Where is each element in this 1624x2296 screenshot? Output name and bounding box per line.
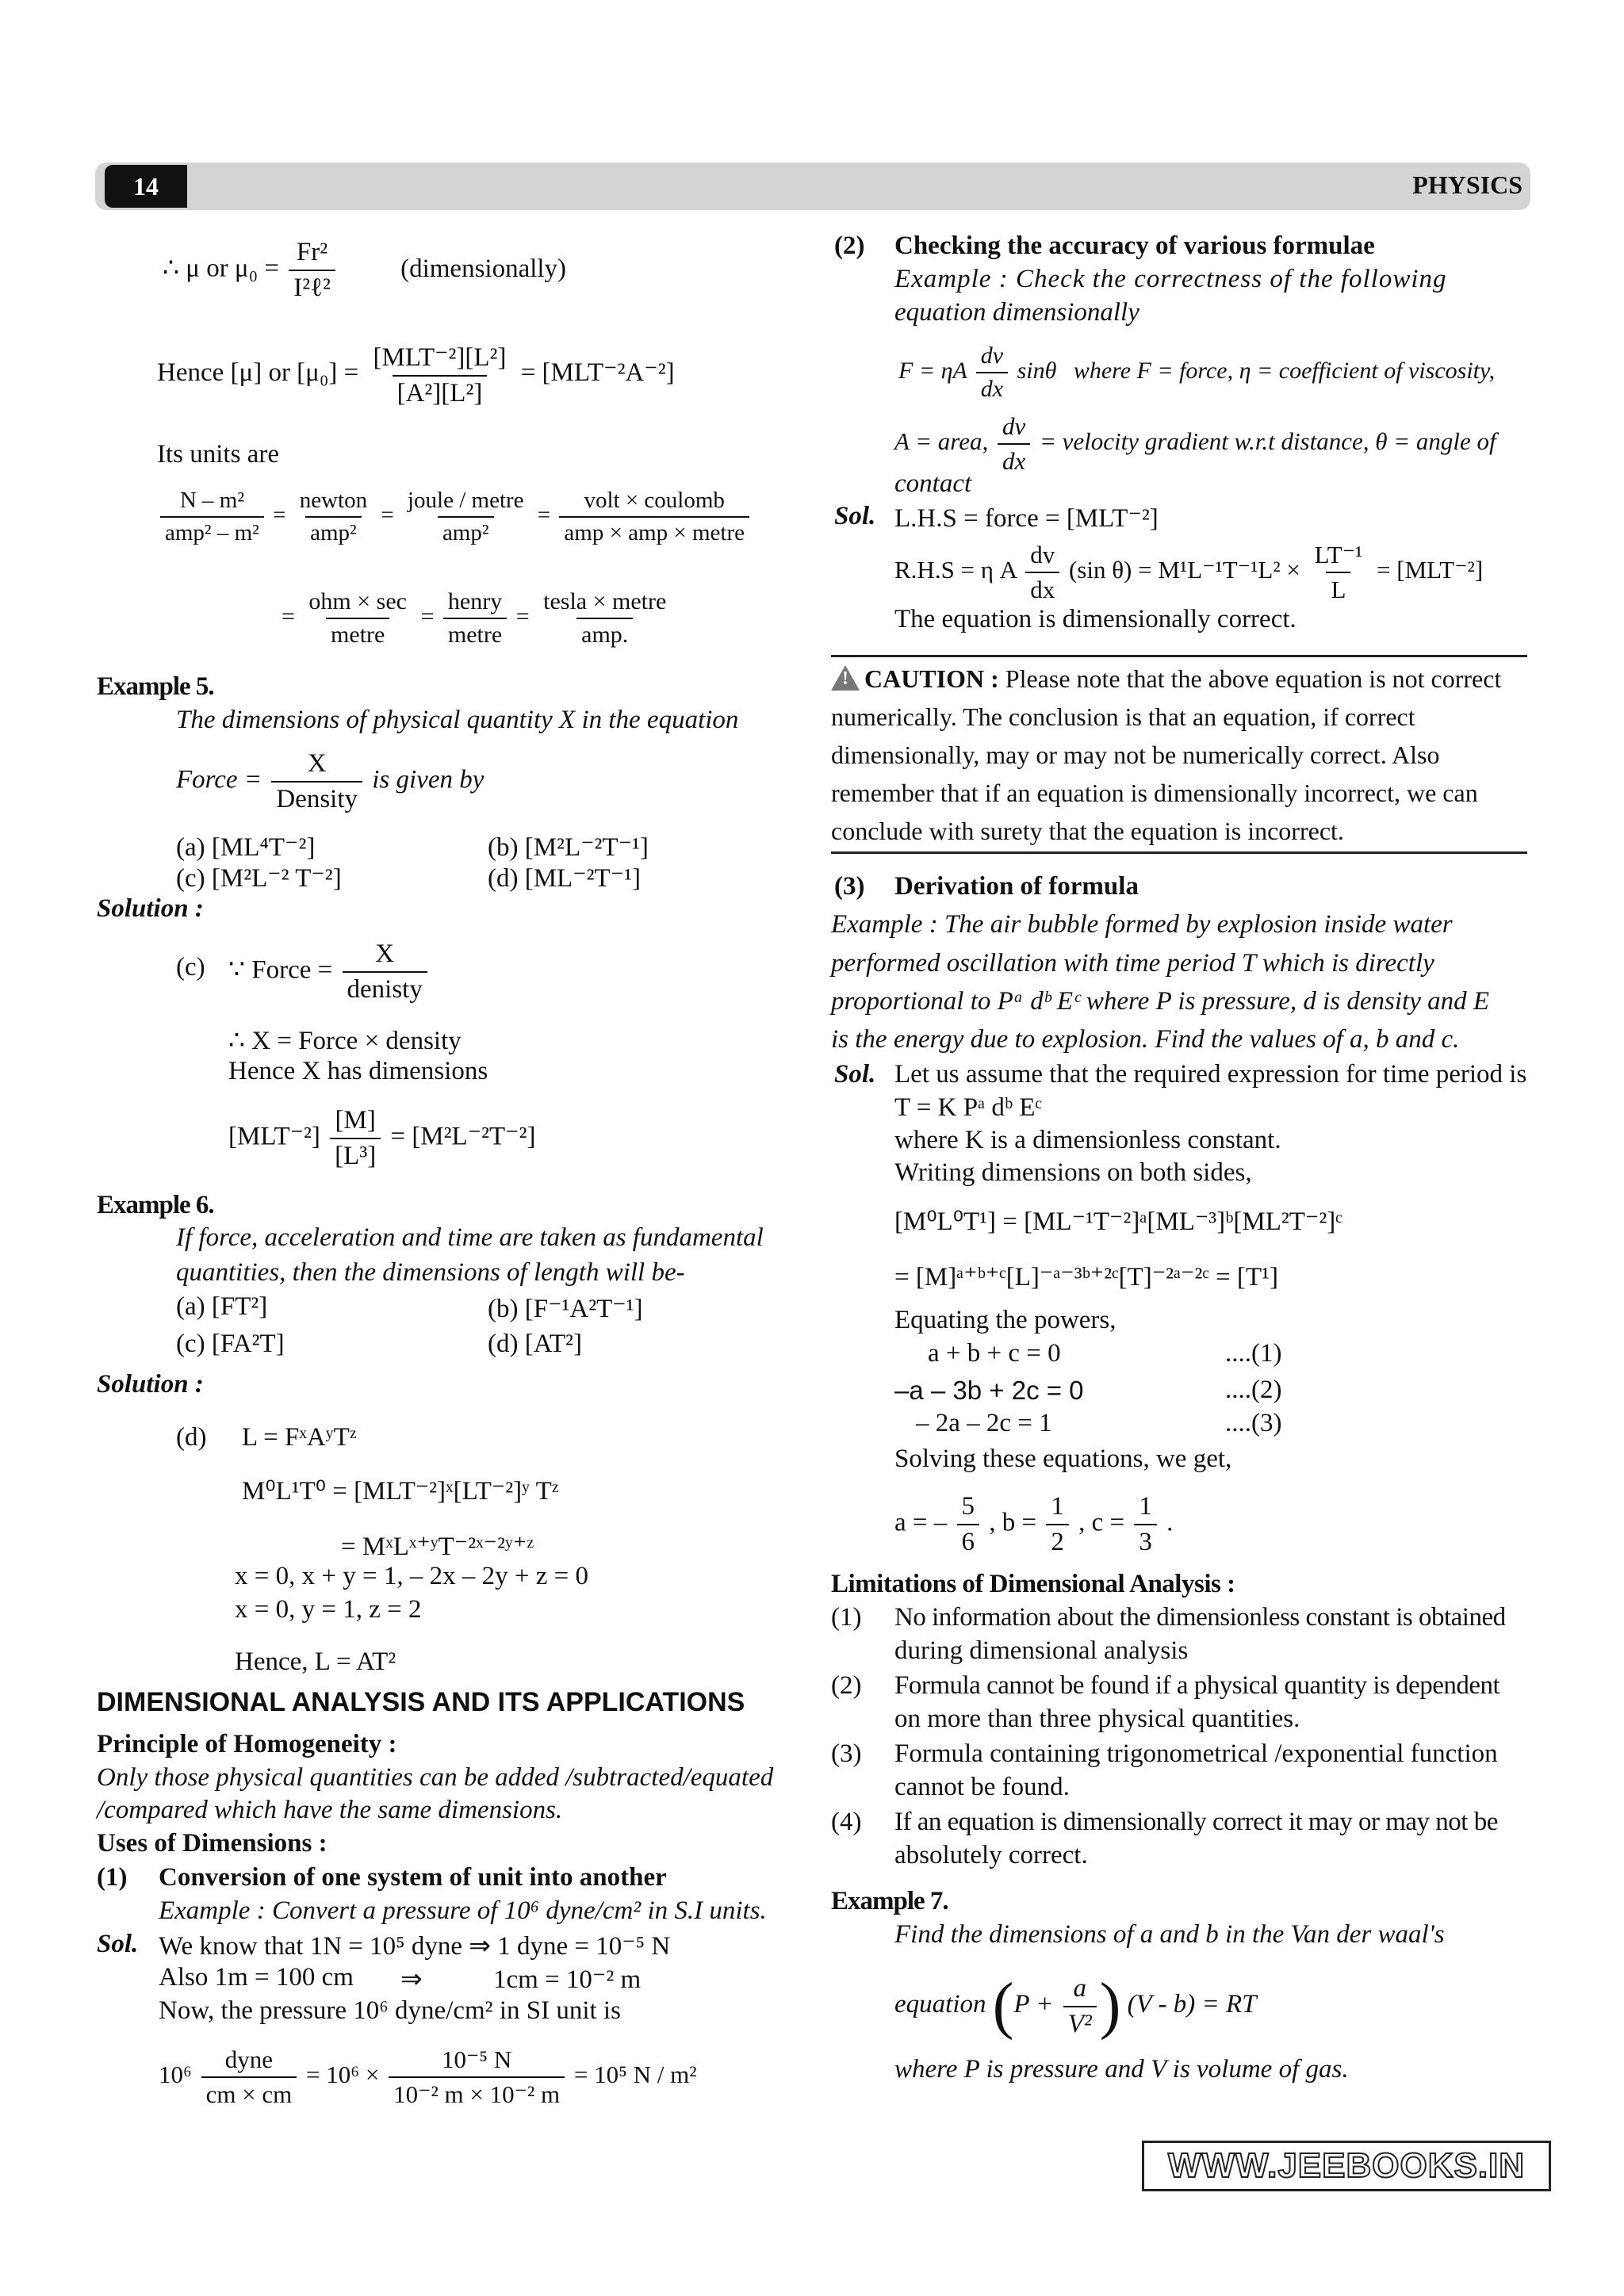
example-6-option-a: (a) [FT²] (176, 1292, 268, 1321)
checking-title: Checking the accuracy of various formulae (894, 232, 1375, 260)
limitation-2-line-1: Formula cannot be found if a physical quantity is dependent (894, 1671, 1500, 1700)
conversion-equation: 10⁶ $\frac{\text{dyne}}{cm \times cm}$ = 10⁶ × $\frac{\text{10⁻⁵ N}}{\text{10⁻² m × 10⁻² m}}$ = 10⁵ N / m² (159, 2045, 697, 2108)
header-bar (95, 163, 1530, 210)
checking-example-1: Example : Check the correctness of the following (894, 265, 1447, 293)
example-5-sol-line2: ∴ X = Force × density (228, 1027, 462, 1055)
hence-mu-equation: Hence [μ] or [μ₀] = $\frac{\text{[MLT⁻²][L²]}}{\text{[A²][L²]}}$ = [MLT⁻²A⁻²] (157, 343, 675, 408)
example-6-sol-l1: L = FˣAʸTᶻ (242, 1423, 357, 1452)
limitation-2-number: (2) (831, 1671, 862, 1700)
derivation-sol-1: Let us assume that the required expression for time period is (894, 1060, 1527, 1089)
derivation-eq-1: [M⁰L⁰T¹] = [ML⁻¹T⁻²]ᵃ[ML⁻³]ᵇ[ML²T⁻²]ᶜ (894, 1207, 1342, 1236)
derivation-number: (3) (834, 872, 865, 901)
example-5-option-a: (a) [ML⁴T⁻²] (176, 833, 316, 862)
derivation-result: a = – $\frac{5}{6}$ , b = $\frac{1}{2}$ , c = $\frac{1}{3}$ . (894, 1492, 1174, 1556)
limitation-4-line-2: absolutely correct. (894, 1841, 1088, 1869)
derivation-title: Derivation of formula (894, 872, 1139, 901)
limitation-4-line-1: If an equation is dimensionally correct it may or may not be (894, 1808, 1498, 1836)
example-6-option-c: (c) [FA²T] (176, 1330, 285, 1358)
page-number: 14 (105, 165, 187, 208)
example-6-title: Example 6. (97, 1191, 214, 1219)
conversion-line-3: Now, the pressure 10⁶ dyne/cm² in SI unit is (159, 1996, 621, 2025)
example-6-solution-label: Solution : (97, 1370, 204, 1399)
caution-top-rule (831, 655, 1527, 657)
units-row-2: = $\frac{\text{ohm × sec}}{\text{metre}}$ = $\frac{\text{henry}}{\text{metre}}$ = $\frac{\text{tesla × metre}}{\text{amp.}}$ (282, 588, 667, 648)
use-1-example: Example : Convert a pressure of 10⁶ dyne/cm² in S.I units. (159, 1896, 767, 1925)
example-7-line-3: where P is pressure and V is volume of gas. (894, 2055, 1349, 2084)
example-5-sol-tag: (c) (176, 953, 205, 982)
solving-line: Solving these equations, we get, (894, 1445, 1232, 1473)
caution-line-5: conclude with surety that the equation is incorrect. (831, 817, 1344, 845)
example-6-sol-l2: M⁰L¹T⁰ = [MLT⁻²]ˣ[LT⁻²]ʸ Tᶻ (242, 1477, 559, 1506)
limitation-3-number: (3) (831, 1739, 862, 1768)
example-6-question-1: If force, acceleration and time are taken as fundamental (176, 1223, 764, 1252)
example-6-sol-l4: x = 0, x + y = 1, – 2x – 2y + z = 0 (235, 1562, 588, 1590)
units-row-1: $\frac{\text{N – m²}}{\text{amp² – m²}}$ = $\frac{\text{newton}}{\text{amp²}}$ = $\frac{\text{joule / metre}}{\text{amp²}}$ = $\frac{\text{volt × coulomb}}{\text{amp × amp × metre}}$ (157, 488, 753, 546)
limitation-2-line-2: on more than three physical quantities. (894, 1705, 1300, 1733)
example-6-question-2: quantities, then the dimensions of length will be- (176, 1258, 685, 1287)
caution-bottom-rule (831, 851, 1527, 854)
limitation-1-line-1: No information about the dimensionless constant is obtained (894, 1603, 1506, 1632)
example-6-sol-l3: = MˣLˣ⁺ʸT⁻²ˣ⁻²ʸ⁺ᶻ (341, 1533, 534, 1561)
example-6-sol-l5: x = 0, y = 1, z = 2 (235, 1595, 422, 1624)
derivation-sol-label: Sol. (834, 1060, 876, 1089)
section-heading: DIMENSIONAL ANALYSIS AND ITS APPLICATIONS (97, 1687, 745, 1717)
use-1-sol-label: Sol. (97, 1930, 139, 1958)
principle-title: Principle of Homogeneity : (97, 1730, 397, 1758)
derivation-example-1: Example : The air bubble formed by explosion inside water (831, 910, 1453, 939)
lhs-line: L.H.S = force = [MLT⁻²] (894, 504, 1159, 533)
mu-equation: ∴ μ or μ₀ = $\frac{\text{Fr²}}{\text{I²ℓ²}}$ (dimensionally) (163, 238, 567, 302)
use-1-number: (1) (97, 1863, 128, 1892)
check-sol-label: Sol. (834, 502, 876, 530)
warning-icon (831, 665, 860, 691)
subject-title: PHYSICS (1412, 170, 1522, 199)
power-eq-1: a + b + c = 0 (928, 1339, 1061, 1368)
example-6-option-d: (d) [AT²] (488, 1330, 582, 1358)
uses-title: Uses of Dimensions : (97, 1829, 327, 1858)
limitation-4-number: (4) (831, 1808, 862, 1836)
limitation-1-number: (1) (831, 1603, 862, 1632)
derivation-example-4: is the energy due to explosion. Find the values of a, b and c. (831, 1025, 1460, 1054)
conversion-line-1: We know that 1N = 10⁵ dyne ⇒ 1 dyne = 10⁻⁵ N (159, 1932, 671, 1961)
units-label: Its units are (157, 440, 279, 469)
conversion-line-2a: Also 1m = 100 cm (159, 1963, 354, 1992)
derivation-sol-3: where K is a dimensionless constant. (894, 1126, 1281, 1154)
example-5-sol-line3: Hence X has dimensions (228, 1057, 488, 1085)
principle-line-1: Only those physical quantities can be added /subtracted/equated (97, 1763, 774, 1792)
power-eq-3-number: ....(3) (1225, 1409, 1282, 1437)
example-5-question: The dimensions of physical quantity X in the equation (176, 706, 739, 734)
caution-line-4: remember that if an equation is dimensionally incorrect, we can (831, 779, 1478, 807)
principle-line-2: /compared which have the same dimensions. (97, 1796, 563, 1824)
limitation-1-line-2: during dimensional analysis (894, 1636, 1189, 1665)
example-5-sol-force: ∵ Force = $\frac{X}{\text{denisty}}$ (228, 939, 431, 1004)
checking-example-2: equation dimensionally (894, 298, 1139, 327)
derivation-example-3: proportional to Pᵃ dᵇ Eᶜ where P is pressure, d is density and E (831, 987, 1489, 1016)
derivation-eq-2: = [M]ᵃ⁺ᵇ⁺ᶜ[L]⁻ᵃ⁻³ᵇ⁺²ᶜ[T]⁻²ᵃ⁻²ᶜ = [T¹] (894, 1263, 1278, 1292)
example-6-sol-l6: Hence, L = AT² (235, 1647, 396, 1676)
checking-number: (2) (834, 232, 865, 260)
use-1-title: Conversion of one system of unit into another (159, 1863, 667, 1892)
caution-line-3: dimensionally, may or may not be numerically correct. Also (831, 740, 1440, 769)
power-eq-2: –a – 3b + 2c = 0 (894, 1376, 1084, 1405)
contact-line: contact (894, 469, 972, 498)
example-7-equation: equation (P + $\frac{a}{\text{V²}}$ ) (V - b) = RT (894, 1971, 1257, 2041)
example-6-sol-tag: (d) (176, 1423, 207, 1452)
power-eq-1-number: ....(1) (1225, 1339, 1282, 1368)
watermark: WWW.JEEBOOKS.IN (1142, 2141, 1551, 2191)
equating-powers: Equating the powers, (894, 1306, 1116, 1334)
caution-line-1: !CAUTION : Please note that the above equation is not correct (831, 664, 1501, 694)
example-5-equation: Force = $\frac{X}{\text{Density}}$ is given by (176, 749, 485, 813)
limitations-title: Limitations of Dimensional Analysis : (831, 1570, 1235, 1598)
derivation-sol-4: Writing dimensions on both sides, (894, 1158, 1252, 1187)
correct-line: The equation is dimensionally correct. (894, 605, 1297, 633)
example-5-solution-label: Solution : (97, 894, 204, 923)
rhs-line: R.H.S = η A $\frac{dv}{dx}$ (sin θ) = M¹L⁻¹T⁻¹L² × $\frac{\text{LT⁻¹}}{L}$ = [MLT⁻²] (894, 541, 1484, 603)
example-5-option-b: (b) [M²L⁻²T⁻¹] (488, 833, 649, 862)
example-5-option-c: (c) [M²L⁻² T⁻²] (176, 864, 342, 893)
derivation-sol-2: T = K Pᵃ dᵇ Eᶜ (894, 1093, 1042, 1122)
power-eq-2-number: ....(2) (1225, 1376, 1282, 1404)
power-eq-3: – 2a – 2c = 1 (916, 1409, 1052, 1437)
limitation-3-line-2: cannot be found. (894, 1773, 1070, 1801)
caution-line-2: numerically. The conclusion is that an equation, if correct (831, 702, 1415, 731)
limitation-3-line-1: Formula containing trigonometrical /exponential function (894, 1739, 1498, 1768)
area-line: A = area, $\frac{dv}{dx}$ = velocity gradient w.r.t distance, θ = angle of (894, 412, 1496, 475)
conversion-line-2c: 1cm = 10⁻² m (493, 1965, 642, 1994)
example-7-line-1: Find the dimensions of a and b in the Van der waal's (894, 1920, 1445, 1949)
example-5-option-d: (d) [ML⁻²T⁻¹] (488, 864, 641, 893)
example-6-option-b: (b) [F⁻¹A²T⁻¹] (488, 1295, 643, 1323)
example-5-title: Example 5. (97, 672, 214, 701)
derivation-example-2: performed oscillation with time period T which is directly (831, 949, 1434, 978)
conversion-line-2b: ⇒ (400, 1965, 423, 1994)
example-5-sol-result: [MLT⁻²] $\frac{[M]}{\text{[L³]}}$ = [M²L⁻²T⁻²] (228, 1106, 536, 1170)
example-7-title: Example 7. (831, 1887, 948, 1915)
viscosity-equation: F = ηA $\frac{dv}{dx}$ sinθ where F = force, η = coefficient of viscosity, (898, 342, 1496, 402)
